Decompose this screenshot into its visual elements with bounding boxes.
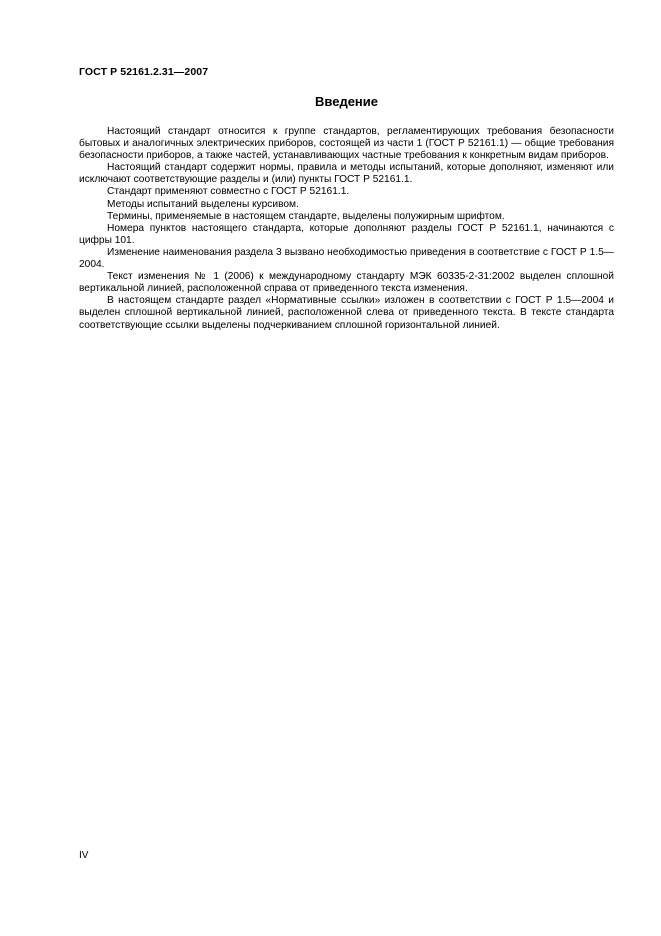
paragraph: Текст изменения № 1 (2006) к международному стандарту МЭК 60335-2-31:2002 выделен сплошной вертикальной линией, расположенной справа от приведенного текста изменения.	[79, 271, 614, 295]
paragraph: Номера пунктов настоящего стандарта, которые дополняют разделы ГОСТ Р 52161.1, начинаются с цифры 101.	[79, 222, 614, 246]
paragraph: Изменение наименования раздела 3 вызвано необходимостью приведения в соответствие с ГОСТ Р 1.5—2004.	[79, 246, 614, 271]
paragraph: Методы испытаний выделены курсивом.	[107, 198, 299, 210]
page-number: IV	[79, 850, 89, 861]
paragraph: Настоящий стандарт содержит нормы, правила и методы испытаний, которые дополняют, изменяют или исключают соответствующие разделы и (или) пункты ГОСТ Р 52161.1.	[79, 162, 614, 186]
paragraph: В настоящем стандарте раздел «Нормативные ссылки» изложен в соответствии с ГОСТ Р 1.5—2004 и выделен сплошной вертикальной линией, расположенной слева от приведенного текста. В тексте стандарта соответствующие ссылки выделены подчеркиванием сплошной горизонтальной линией.	[79, 295, 614, 331]
introduction-body	[79, 126, 614, 332]
paragraph: Термины, применяемые в настоящем стандарте, выделены полужирным шрифтом.	[107, 210, 505, 222]
document-header-id: ГОСТ Р 52161.2.31—2007	[79, 66, 209, 78]
paragraph: Настоящий стандарт относится к группе стандартов, регламентирующих требования безопасности бытовых и аналогичных электрических приборов, состоящей из части 1 (ГОСТ Р 52161.1) — общие требования безопасности приборов, а также частей, устанавливающих частные требования к конкретным видам приборов.	[79, 126, 614, 162]
paragraph: Стандарт применяют совместно с ГОСТ Р 52161.1.	[107, 186, 350, 198]
section-title: Введение	[315, 94, 378, 109]
